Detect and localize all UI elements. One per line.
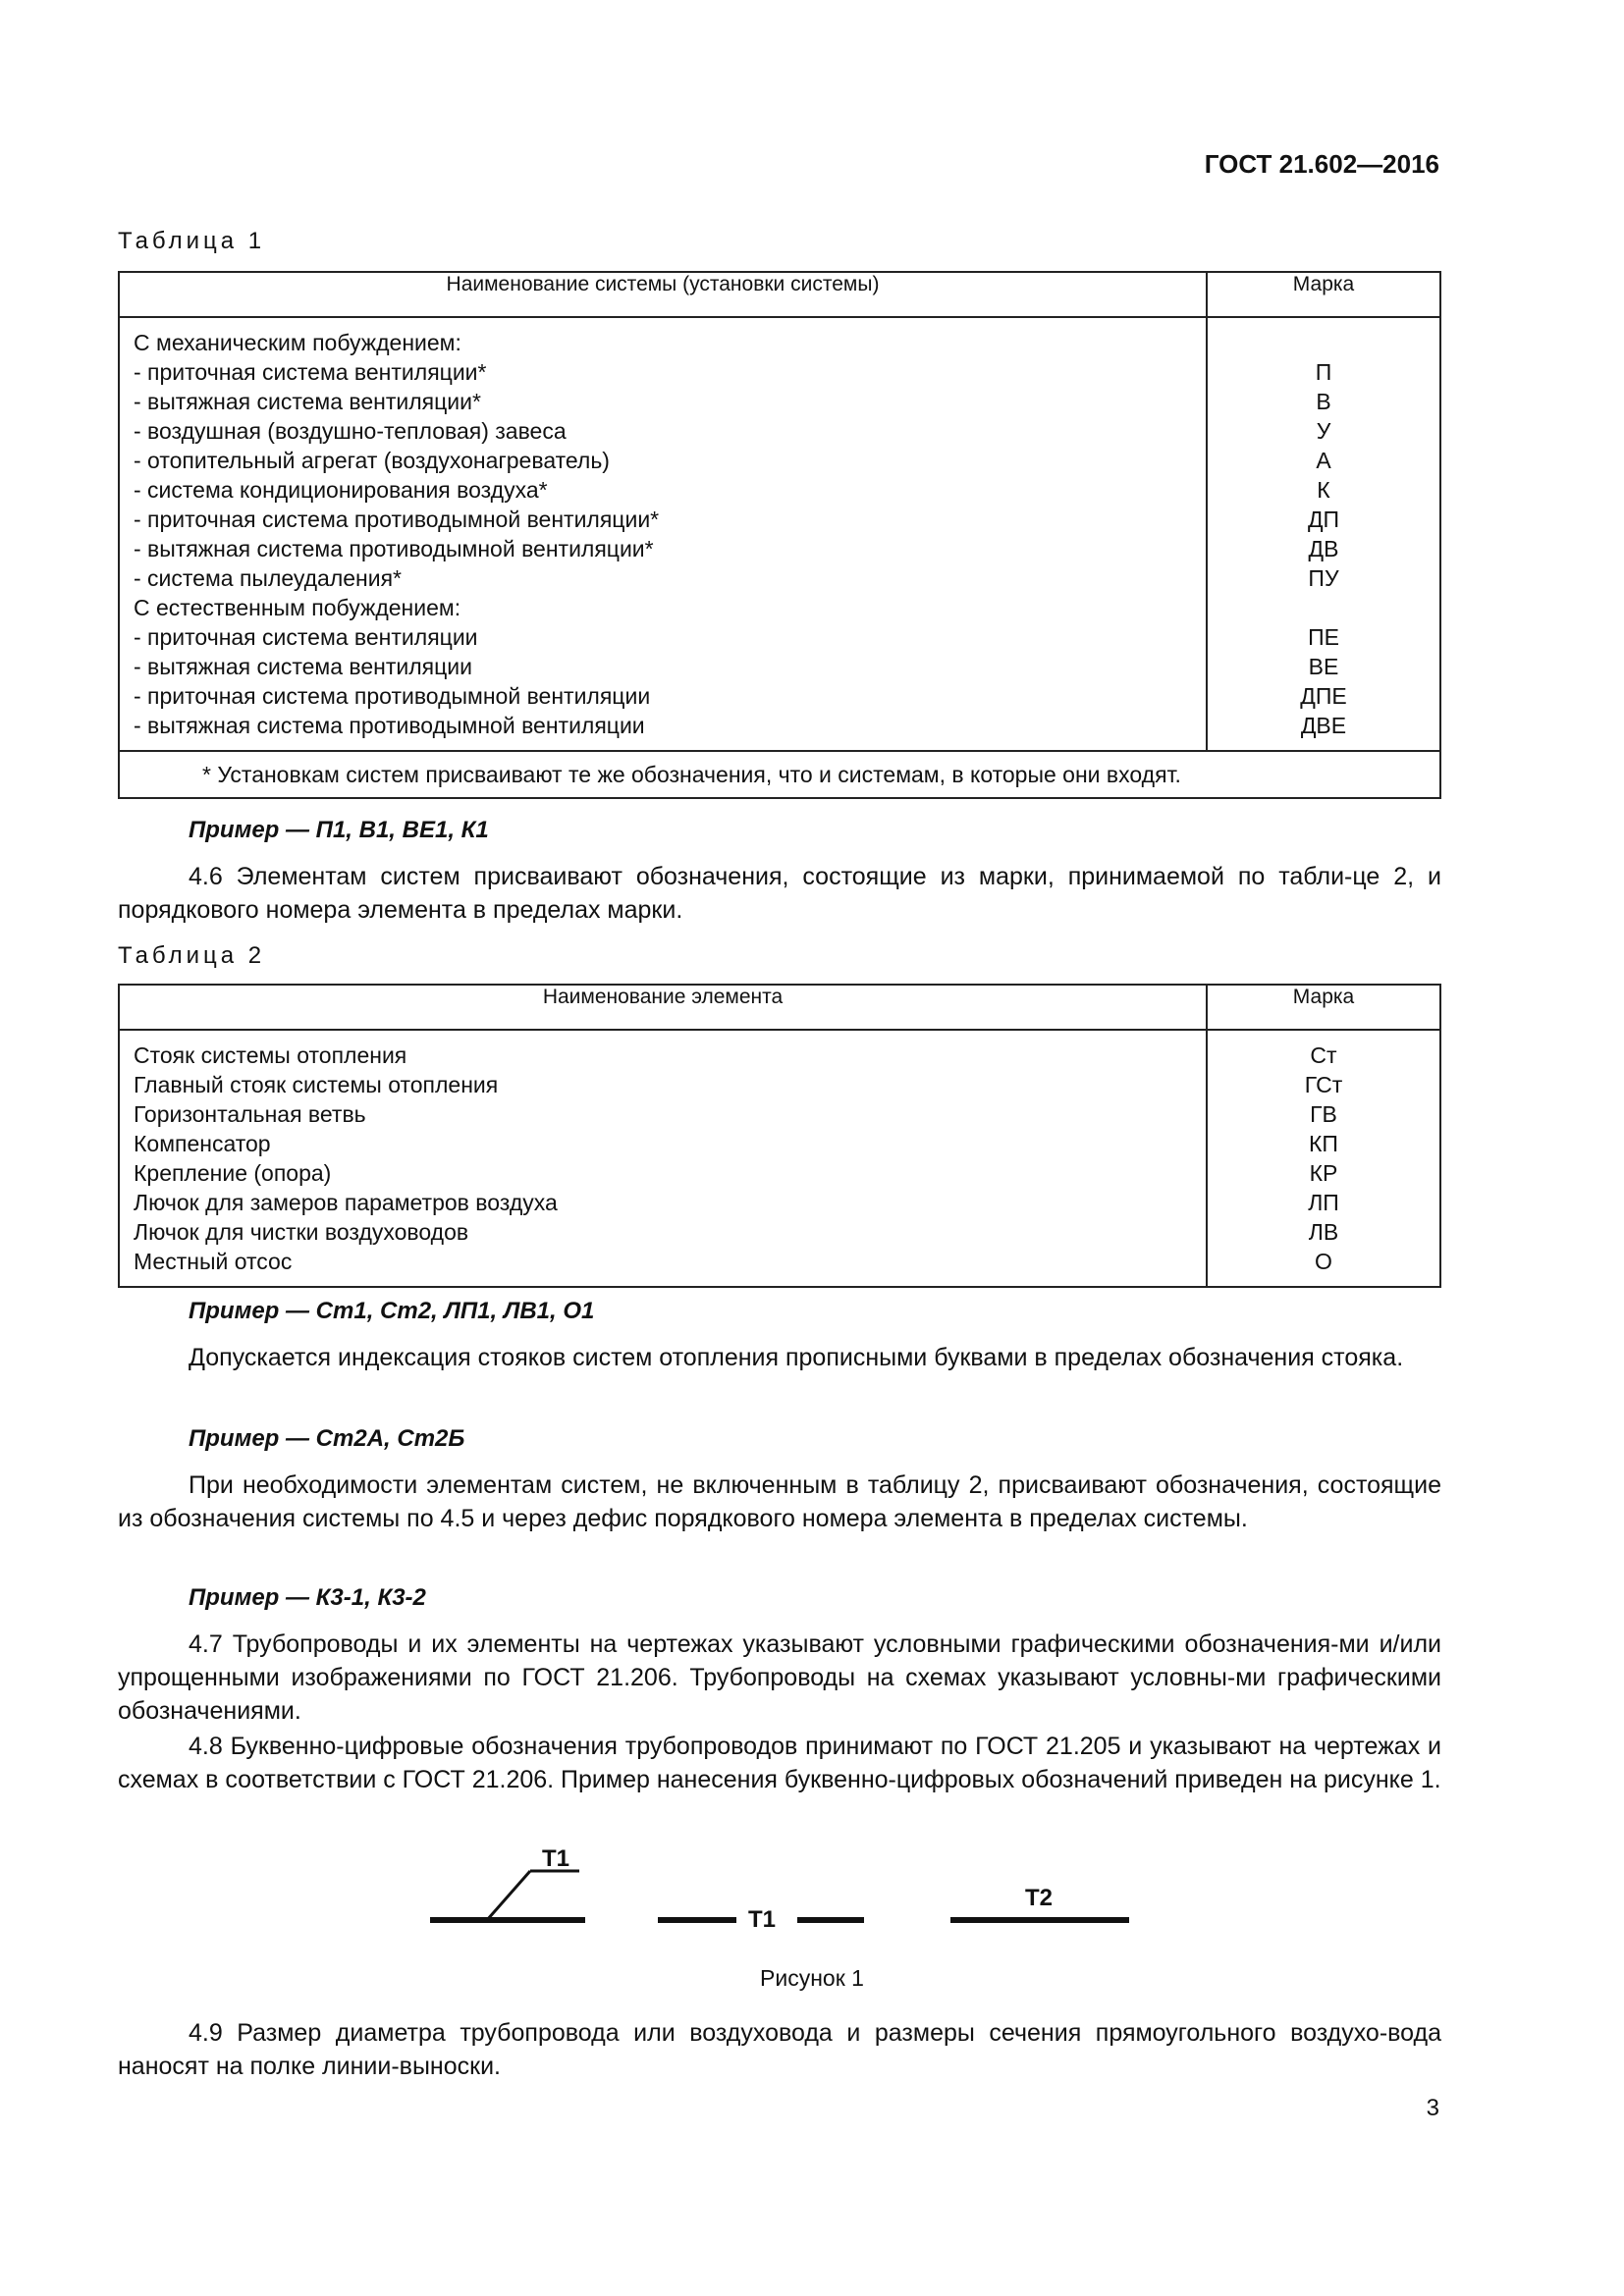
table2-caption: Таблица 2: [118, 942, 266, 969]
table-row-mark: В: [1316, 389, 1331, 414]
table-row-name: - вытяжная система вентиляции*: [134, 389, 481, 414]
table-row-name: - вытяжная система противодымной вентиляции: [134, 713, 645, 738]
table-row-mark: ГВ: [1310, 1101, 1337, 1127]
table-row-mark: [1208, 328, 1439, 357]
figure-label-leader: Т1: [542, 1845, 570, 1872]
table1-caption: Таблица 1: [118, 228, 266, 254]
table-row-mark: ПЕ: [1308, 624, 1339, 650]
page-number: 3: [1426, 2095, 1439, 2121]
table-row-mark: ВЕ: [1308, 654, 1339, 679]
table-row-mark: ПУ: [1308, 565, 1339, 591]
table1-names-cell: [119, 317, 1207, 751]
table-row-name: - отопительный агрегат (воздухонагреватель): [134, 448, 610, 473]
table-row-name: - приточная система вентиляции: [134, 624, 478, 650]
table1-header-mark: Марка: [1207, 272, 1440, 317]
table-row-mark: КП: [1309, 1131, 1338, 1156]
table-row-mark: ГСт: [1304, 1072, 1343, 1097]
table2-header-name: Наименование элемента: [119, 985, 1207, 1030]
example-1: Пример — П1, В1, ВЕ1, К1: [189, 817, 489, 843]
paragraph-text: 4.9 Размер диаметра трубопровода или воздуховода и размеры сечения прямоугольного воздухо-вода наносят на полке линии-выноски.: [118, 2019, 1441, 2080]
paragraph-text: Допускается индексация стояков систем отопления прописными буквами в пределах обозначения стояка.: [189, 1344, 1404, 1371]
table-row-name: - система кондиционирования воздуха*: [134, 477, 548, 503]
document-header: ГОСТ 21.602—2016: [1204, 149, 1439, 179]
table-row-name: - приточная система противодымной вентиляции: [134, 683, 651, 709]
table-row-name: С механическим побуждением:: [134, 330, 461, 355]
table1-marks-cell: [1207, 317, 1440, 751]
paragraph-text: 4.8 Буквенно-цифровые обозначения трубопроводов принимают по ГОСТ 21.205 и указывают на чертежах и схемах в соответствии с ГОСТ 21.206. Пример нанесения буквенно-цифровых обозначений приведен на рисунке 1.: [118, 1733, 1441, 1793]
table-row-name: С естественным побуждением:: [134, 595, 461, 620]
table-row-name: - приточная система противодымной вентиляции*: [134, 507, 660, 532]
table-row-mark: А: [1316, 448, 1331, 473]
paragraph-4-8: [118, 1730, 1441, 1796]
table-row-name: Лючок для замеров параметров воздуха: [134, 1190, 558, 1215]
paragraph-index: [118, 1341, 1441, 1374]
example-3: Пример — Ст2А, Ст2Б: [189, 1425, 465, 1452]
table1-footnote: * Установкам систем присваивают те же обозначения, что и системам, в которые они входят.: [119, 751, 1440, 798]
table1-header-name: Наименование системы (установки системы): [119, 272, 1207, 317]
table2: [118, 984, 1441, 1288]
table-row-name: Стояк системы отопления: [134, 1042, 407, 1068]
table-row-mark: ЛВ: [1308, 1219, 1339, 1245]
table-row-name: Лючок для чистки воздуховодов: [134, 1219, 469, 1245]
table-row-name: Горизонтальная ветвь: [134, 1101, 366, 1127]
table2-header-mark: Марка: [1207, 985, 1440, 1030]
table1: [118, 271, 1441, 799]
leader-line: [487, 1871, 530, 1920]
table-row-name: - система пылеудаления*: [134, 565, 403, 591]
table-row-name: Крепление (опора): [134, 1160, 332, 1186]
table-row-name: - приточная система вентиляции*: [134, 359, 487, 385]
figure-label-over: Т2: [1025, 1885, 1054, 1911]
table-row-mark: КР: [1309, 1160, 1338, 1186]
table-row-mark: ДВ: [1308, 536, 1339, 561]
table-row-name: - воздушная (воздушно-тепловая) завеса: [134, 418, 567, 444]
figure-1: [0, 1826, 1624, 1944]
figure-1-caption: Рисунок 1: [760, 1965, 864, 1991]
figure-label-break: Т1: [748, 1906, 777, 1933]
paragraph-text: 4.6 Элементам систем присваивают обозначения, состоящие из марки, принимаемой по табли-це 2, и порядкового номера элемента в пределах марки.: [118, 863, 1441, 924]
figure-1-drawing: [0, 1826, 1624, 1944]
table-row-mark: П: [1315, 359, 1332, 385]
table-row-mark: [1208, 593, 1439, 622]
table2-names-cell: [119, 1030, 1207, 1287]
table-row-mark: ДПЕ: [1300, 683, 1347, 709]
paragraph-text: 4.7 Трубопроводы и их элементы на чертежах указывают условными графическими обозначения-ми и/или упрощенными изображениями по ГОСТ 21.206. Трубопроводы на схемах указывают условны-ми графическими обозначениями.: [118, 1630, 1441, 1725]
table-row-mark: У: [1316, 418, 1331, 444]
table-row-name: Местный отсос: [134, 1249, 293, 1274]
paragraph-other-elements: [118, 1468, 1441, 1535]
table-row-name: Главный стояк системы отопления: [134, 1072, 499, 1097]
table-row-name: Компенсатор: [134, 1131, 271, 1156]
table-row-mark: ДП: [1307, 507, 1340, 532]
paragraph-text: При необходимости элементам систем, не включенным в таблицу 2, присваивают обозначения, состоящие из обозначения системы по 4.5 и через дефис порядкового номера элемента в пределах системы.: [118, 1471, 1441, 1532]
example-4: Пример — К3-1, К3-2: [189, 1584, 426, 1611]
table-row-mark: ДВЕ: [1300, 713, 1347, 738]
table-row-mark: О: [1315, 1249, 1332, 1274]
paragraph-4-7: [118, 1628, 1441, 1728]
table-row-mark: К: [1317, 477, 1330, 503]
table-row-name: - вытяжная система противодымной вентиляции*: [134, 536, 654, 561]
paragraph-4-9: [118, 2016, 1441, 2083]
table2-marks-cell: [1207, 1030, 1440, 1287]
table-row-mark: ЛП: [1308, 1190, 1339, 1215]
table-row-name: - вытяжная система вентиляции: [134, 654, 472, 679]
table-row-mark: Ст: [1310, 1042, 1337, 1068]
paragraph-4-6: [118, 860, 1441, 927]
example-2: Пример — Ст1, Ст2, ЛП1, ЛВ1, О1: [189, 1298, 595, 1324]
